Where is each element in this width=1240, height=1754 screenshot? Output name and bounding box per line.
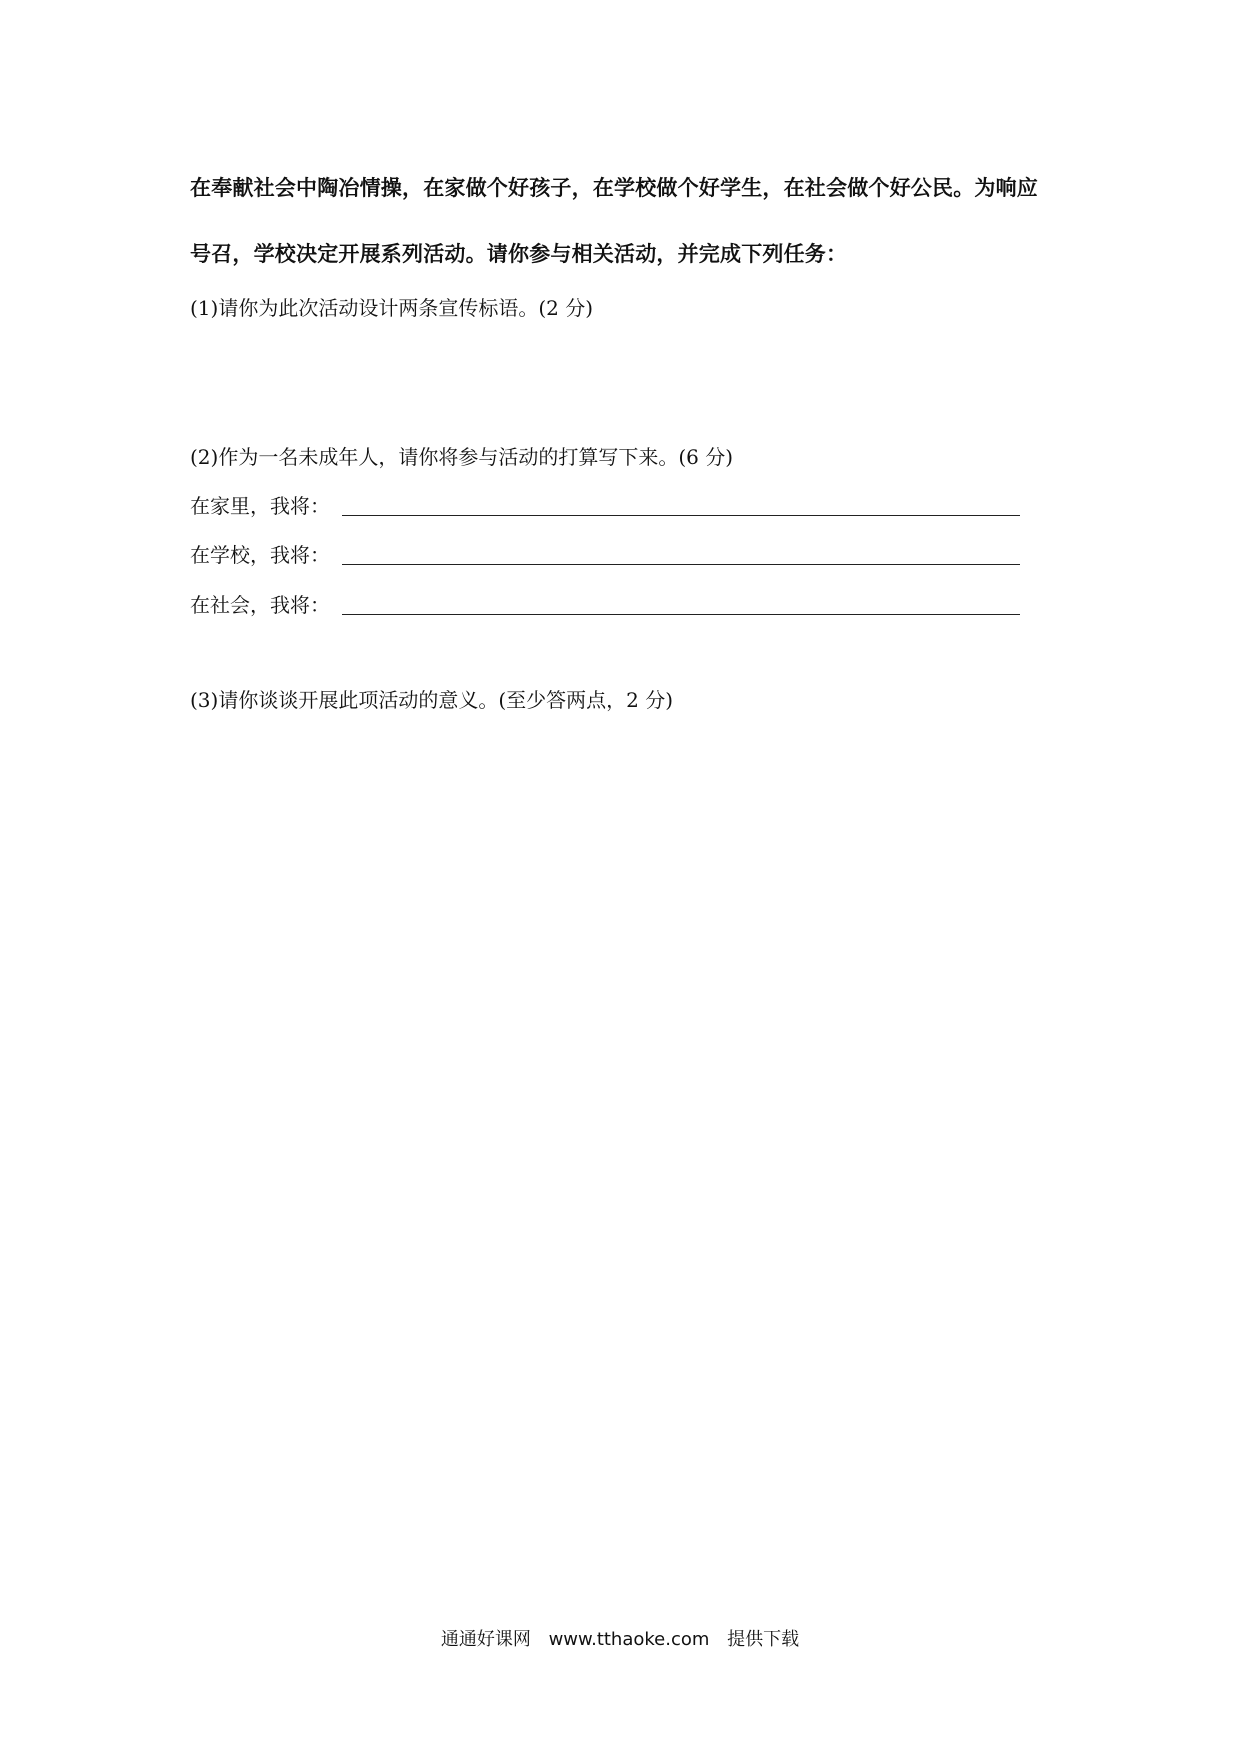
answer-label-home: 在家里，我将： [190,494,330,518]
answer-blank-school[interactable] [342,564,1020,565]
footer-url[interactable]: www.tthaoke.com [548,1629,710,1650]
answer-blank-society[interactable] [342,614,1020,615]
intro-text-line-2: 号召，学校决定开展系列活动。请你参与相关活动，并完成下列任务： [190,242,848,266]
answer-row-home [190,490,1020,520]
answer-label-society: 在社会，我将： [190,593,330,617]
answer-blank-home[interactable] [342,515,1020,516]
question-1: (1)请你为此次活动设计两条宣传标语。(2 分) [190,296,594,320]
footer-site-name: 通通好课网 [440,1629,531,1650]
page-footer [0,1625,1240,1651]
answer-row-society [190,589,1020,619]
question-2: (2)作为一名未成年人，请你将参与活动的打算写下来。(6 分) [190,445,734,469]
answer-label-school: 在学校，我将： [190,543,330,567]
answer-row-school [190,539,1020,569]
question-3: (3)请你谈谈开展此项活动的意义。(至少答两点，2 分) [190,688,674,712]
intro-text-line-1: 在奉献社会中陶冶情操，在家做个好孩子，在学校做个好学生，在社会做个好公民。为响应 [190,176,1038,200]
footer-suffix: 提供下载 [727,1629,800,1650]
